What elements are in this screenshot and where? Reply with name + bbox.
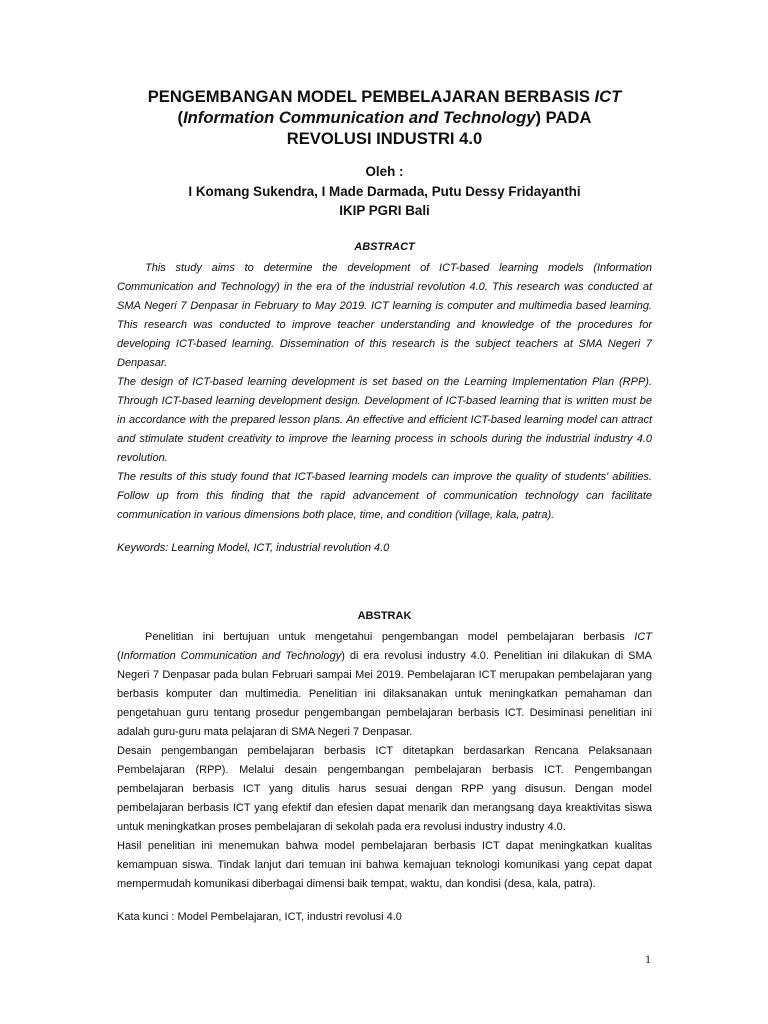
abstract-indonesian [117, 628, 652, 894]
abstract-id-p3: Hasil penelitian ini menemukan bahwa model pembelajaran berbasis ICT dapat meningkatkan kualitas kemampuan siswa. Tindak lanjut dari temuan ini bahwa kemajuan teknologi komunikasi yang cepat dapat mempermudah komunikasi diberbagai dimensi baik tempat, waktu, dan kondisi (desa, kala, patra). [117, 839, 652, 890]
title-line2-italic: Information Communication and Technology [183, 108, 536, 127]
abstract-id-p2: Desain pengembangan pembelajaran berbasis ICT ditetapkan berdasarkan Rencana Pelaksanaan Pembelajaran (RPP). Melalui desain pengembangan pembelajaran berbasis ICT. Pengembangan pembelajaran berbasis ICT yang ditulis harus sesuai dengan RPP yang disusun. Dengan model pembelajaran berbasis ICT yang efektif dan efesien dapat menarik dan merangsang daya kreaktivitas siswa untuk meningkatkan proses pembelajaran di sekolah pada era revolusi industry industry 4.0. [117, 744, 652, 833]
abstract-id-p1-italic: Information Communication and Technology [120, 649, 342, 662]
keywords-indonesian: Kata kunci : Model Pembelajaran, ICT, industri revolusi 4.0 [117, 910, 402, 923]
abstract-en-p2: The design of ICT-based learning development is set based on the Learning Implementation Plan (RPP). Through ICT-based learning development design. Development of ICT-based learning that is written must be in accordance with the prepared lesson plans. An effective and efficient ICT-based learning model can attract and stimulate student creativity to improve the learning process in schools during the industrial industry 4.0 revolution. [117, 375, 652, 464]
paper-title [117, 86, 652, 149]
abstract-id-p1-c: ) di era revolusi industry 4.0. Penelitian ini dilakukan di SMA Negeri 7 Denpasar pada bulan Februari sampai Mei 2019. Pembelajaran ICT merupakan pembelajaran yang berbasis komputer dan multimedia. Penelitian ini dilaksanakan untuk meningkatkan pemahaman dan pengetahuan guru tentang prosedur pengembangan pembelajaran berbasis ICT. Desiminasi penelitian ini adalah guru-guru mata pelajaran di SMA Negeri 7 Denpasar. [117, 649, 652, 738]
title-paren-open: ( [177, 108, 184, 127]
authors: I Komang Sukendra, I Made Darmada, Putu Dessy Fridayanthi [188, 183, 581, 199]
abstract-id-p1-b: ( [117, 649, 121, 662]
abstract-heading: ABSTRACT [354, 240, 415, 253]
title-line2-close: ) PADA [535, 108, 592, 127]
title-line3: REVOLUSI INDUSTRI 4.0 [286, 129, 483, 148]
title-ict: ICT [594, 87, 622, 106]
oleh-label: Oleh : [365, 164, 404, 179]
abstract-id-p1 [117, 628, 652, 742]
keywords-english: Keywords: Learning Model, ICT, industrial revolution 4.0 [117, 541, 390, 554]
paper-page [117, 86, 652, 927]
abstract-en-p3: The results of this study found that ICT-based learning models can improve the quality of students' abilities. Follow up from this finding that the rapid advancement of communication technology can facilitate communication in various dimensions both place, time, and condition (village, kala, patra). [117, 470, 652, 521]
abstract-id-p1-ict: ICT [634, 630, 652, 643]
abstract-english [117, 259, 652, 525]
abstract-en-p1: This study aims to determine the development of ICT-based learning models (Information Communication and Technology) in the era of the industrial revolution 4.0. This research was conducted at SMA Negeri 7 Denpasar in February to May 2019. ICT learning is computer and multimedia based learning. This research was conducted to improve teacher understanding and knowledge of the procedures for developing ICT-based learning. Dissemination of this research is the subject teachers at SMA Negeri 7 Denpasar. [117, 261, 652, 369]
abstrak-heading: ABSTRAK [357, 609, 412, 622]
institution: IKIP PGRI Bali [339, 203, 430, 218]
abstract-id-p1-a: Penelitian ini bertujuan untuk mengetahui pengembangan model pembelajaran berbasis [145, 630, 635, 643]
page-number: 1 [645, 952, 651, 966]
byline [117, 162, 652, 221]
title-line1: PENGEMBANGAN MODEL PEMBELAJARAN BERBASIS [147, 87, 595, 106]
